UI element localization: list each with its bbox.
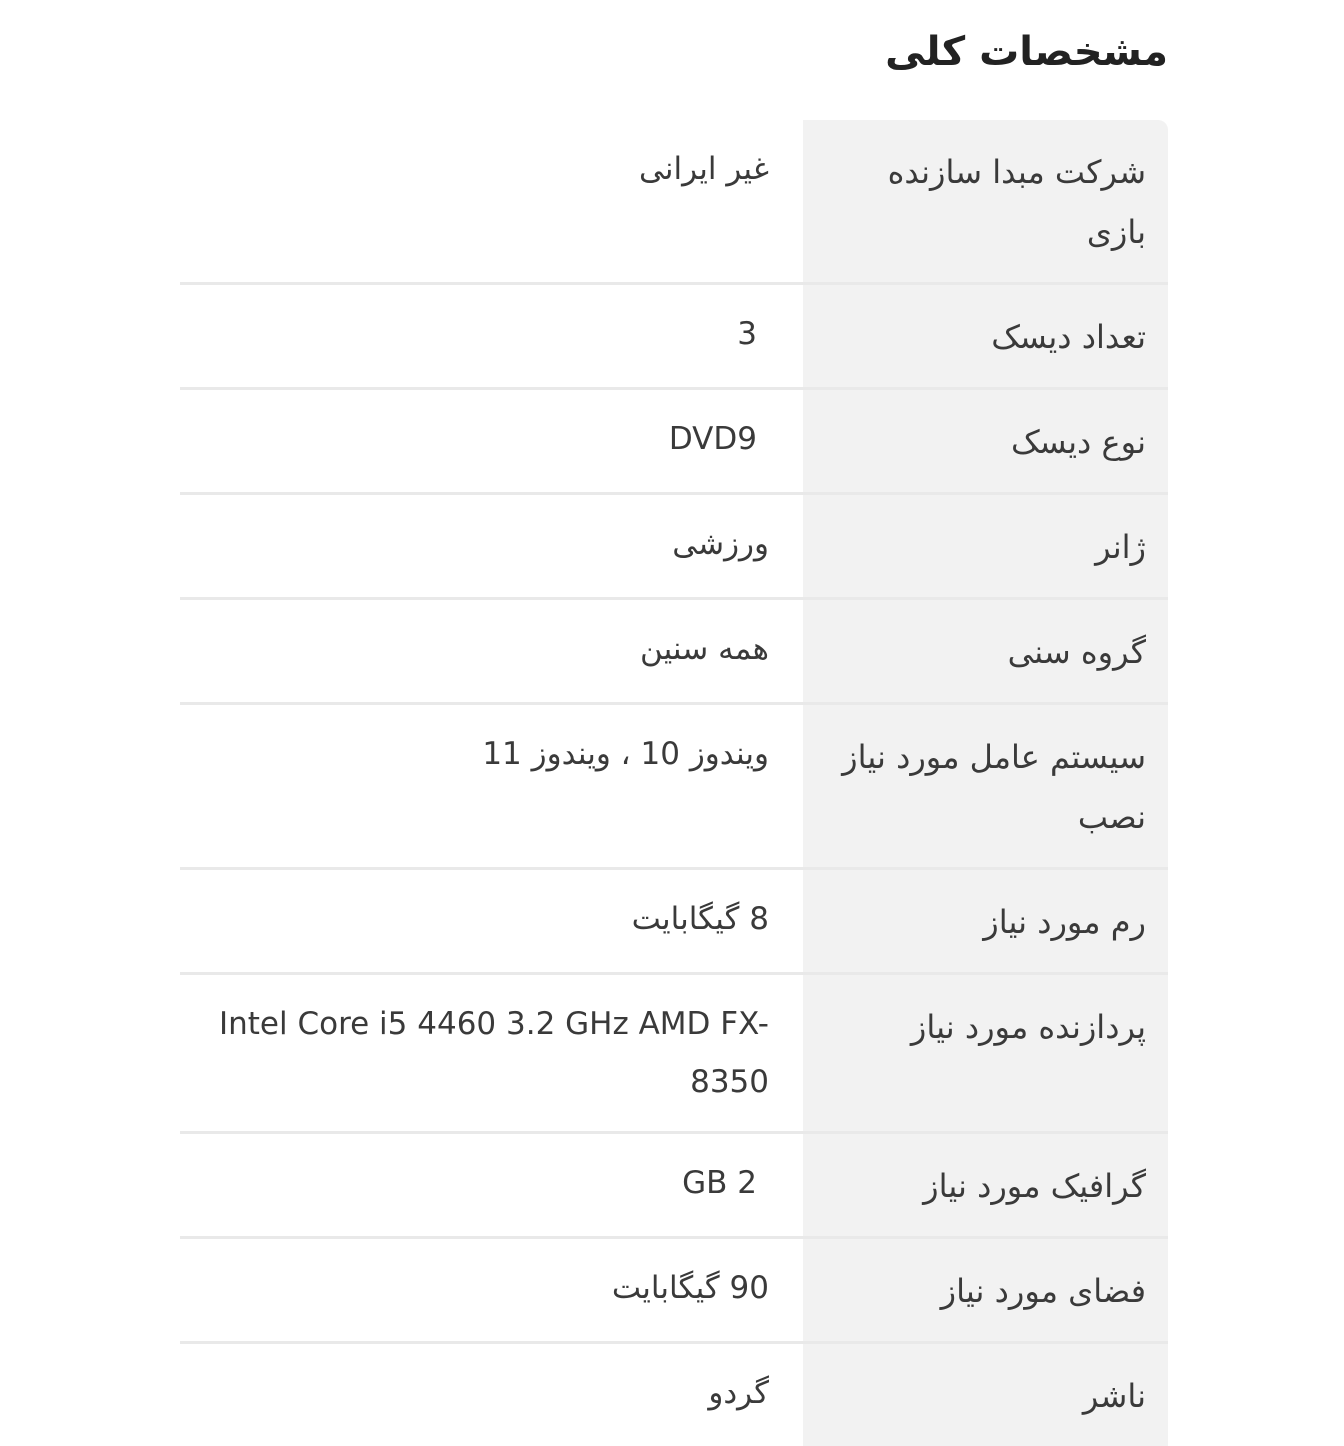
spec-value: 90 گیگابایت [611,1270,769,1306]
spec-label: فضای مورد نیاز [803,1239,1168,1341]
spec-row-disc-type [180,390,1168,495]
spec-label: گروه سنی [803,600,1168,702]
spec-value: ورزشی [672,526,769,562]
spec-row-cpu [180,975,1168,1134]
spec-label: ناشر [803,1344,1168,1446]
spec-value: گردو [708,1375,769,1411]
spec-row-genre [180,495,1168,600]
spec-value: ویندوز 10 ، ویندوز 11 [482,736,769,772]
spec-value: 8 گیگابایت [631,901,769,937]
spec-label: تعداد دیسک [803,285,1168,387]
spec-label: سیستم عامل مورد نیاز نصب [803,705,1168,867]
spec-row-age-group [180,600,1168,705]
spec-row-os [180,705,1168,870]
section-title: مشخصات کلی [885,29,1168,75]
spec-label: رم مورد نیاز [803,870,1168,972]
specs-table [180,120,1168,1446]
spec-row-publisher [180,1344,1168,1446]
spec-row-origin-company [180,120,1168,285]
spec-value: 2 GB [682,1165,757,1201]
spec-row-storage [180,1239,1168,1344]
spec-row-ram [180,870,1168,975]
spec-label: شرکت مبدا سازنده بازی [803,120,1168,282]
spec-label: گرافیک مورد نیاز [803,1134,1168,1236]
spec-row-gpu [180,1134,1168,1239]
spec-label: نوع دیسک [803,390,1168,492]
spec-label: پردازنده مورد نیاز [803,975,1168,1131]
spec-value: همه سنین [639,631,769,667]
spec-value: Intel Core i5 4460 3.2 GHz AMD FX-8350 [218,1006,769,1100]
spec-label: ژانر [803,495,1168,597]
spec-value: غیر ایرانی [639,151,769,187]
spec-value: 3 [737,316,757,352]
spec-value: DVD9 [668,421,757,457]
spec-row-disc-count [180,285,1168,390]
